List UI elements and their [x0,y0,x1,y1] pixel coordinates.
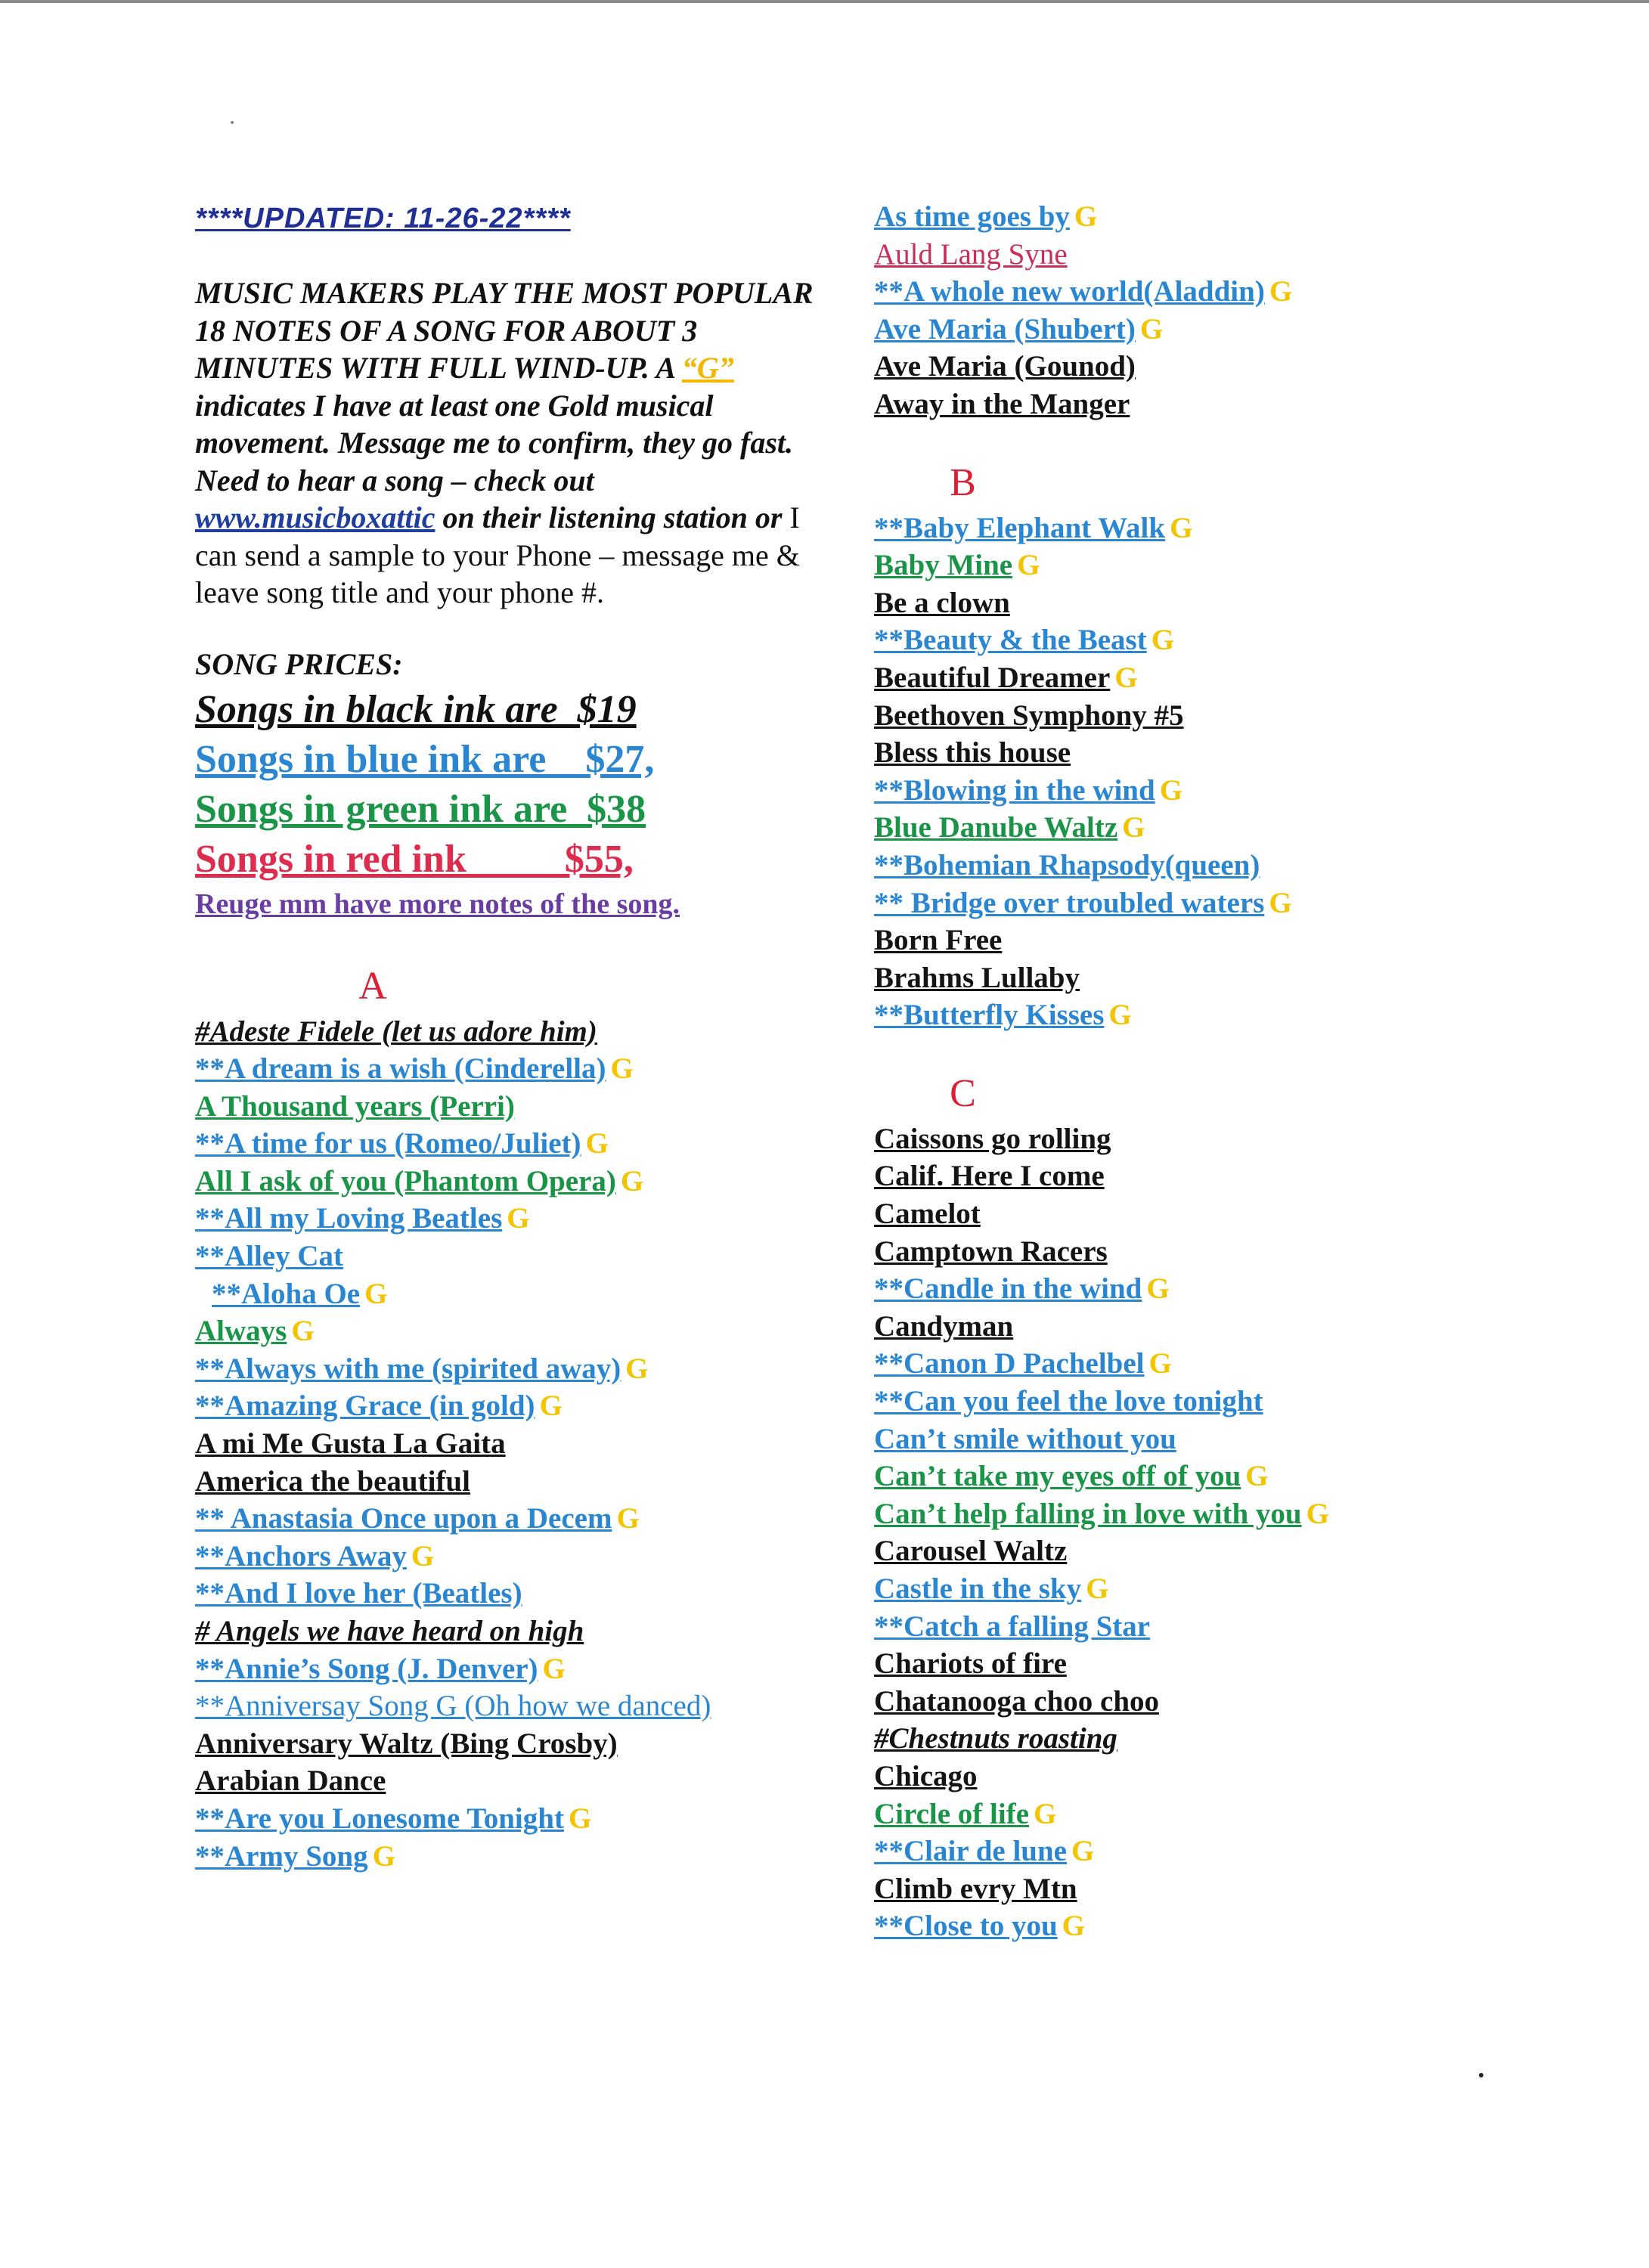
song-title: **A time for us (Romeo/Juliet) [195,1127,581,1160]
song-title: Beethoven Symphony #5 [874,699,1184,732]
song-title: **Blowing in the wind [874,773,1155,807]
song-title: Ave Maria (Gounod) [874,350,1136,383]
song-title: **Always with me (spirited away) [195,1352,621,1385]
song-item [874,1421,1554,1458]
song-item [874,1907,1554,1945]
song-item [195,1350,823,1388]
song-title: Arabian Dance [195,1765,386,1798]
song-title: ** Anastasia Once upon a Decem [195,1502,612,1535]
gold-movement-mark: G [616,1502,640,1535]
song-item [195,1650,823,1688]
song-title: **Candle in the wind [874,1272,1142,1306]
song-prices-title: SONG PRICES: [195,646,403,681]
gold-movement-mark: G [372,1839,395,1873]
speck [231,121,234,124]
song-item [874,659,1554,697]
gold-movement-mark: G [1170,511,1193,544]
song-item [874,772,1554,810]
price-black: Songs in black ink are $19 [195,687,637,731]
song-title: Ave Maria (Shubert) [874,312,1136,345]
intro-paragraph [195,274,823,612]
song-item [874,1157,1554,1195]
gold-movement-mark: G [1151,624,1175,657]
song-title: **Bohemian Rhapsody(queen) [874,848,1260,881]
song-title: **Close to you [874,1910,1058,1943]
gold-movement-mark: G [411,1539,435,1572]
song-item [874,697,1554,735]
song-title: Camptown Racers [874,1235,1108,1268]
song-item [874,1458,1554,1495]
song-title: Carousel Waltz [874,1535,1068,1568]
song-item [874,1532,1554,1570]
song-item [195,1613,823,1650]
song-title: Bless this house [874,736,1071,770]
left-column [195,203,823,1875]
musicboxattic-link[interactable]: www.musicboxattic [195,500,435,534]
song-item [195,1725,823,1763]
song-title: # Angels we have heard on high [195,1615,584,1647]
gold-movement-mark: G [1086,1572,1109,1605]
song-item [874,1345,1554,1383]
updated-heading: ****UPDATED: 11-26-22**** [195,203,571,234]
song-title: **Annie’s Song (J. Denver) [195,1652,538,1685]
song-title: Brahms Lullaby [874,961,1080,994]
song-title: **Anchors Away [195,1539,407,1572]
song-item [874,1833,1554,1870]
song-title: Chicago [874,1759,978,1792]
song-item [874,236,1554,274]
song-item [195,1088,823,1126]
song-item [195,1463,823,1501]
gold-movement-mark: G [568,1802,592,1835]
song-title: **A dream is a wish (Cinderella) [195,1052,606,1086]
song-title: America the beautiful [195,1464,470,1498]
song-item [195,1838,823,1876]
song-item [195,1275,823,1313]
speck [1479,2073,1483,2077]
gold-movement-mark: G [539,1390,563,1423]
song-item [874,922,1554,959]
song-item [874,1758,1554,1796]
song-item [195,1687,823,1725]
intro-text-1: MUSIC MAKERS PLAY THE MOST POPULAR 18 NOTES OF A SONG FOR ABOUT 3 MINUTES WITH FULL WIND-UP. A [195,276,814,385]
song-title: **A whole new world(Aladdin) [874,275,1265,308]
song-item [874,1870,1554,1908]
song-item [195,1387,823,1425]
song-item [195,1762,823,1800]
song-title: Beautiful Dreamer [874,661,1111,694]
gold-movement-mark: G [1269,886,1292,919]
song-title: Always [195,1315,287,1348]
song-item [195,1200,823,1238]
gold-movement-mark: G [291,1315,315,1348]
song-item [874,996,1554,1034]
song-item [874,1720,1554,1758]
song-item [195,1050,823,1088]
song-title: Away in the Manger [874,387,1130,420]
song-title: Can’t help falling in love with you [874,1497,1302,1530]
song-title: Circle of life [874,1797,1030,1830]
song-item [874,1233,1554,1271]
song-title: **Beauty & the Beast [874,624,1147,657]
song-title: Chariots of fire [874,1647,1067,1681]
song-title: Climb evry Mtn [874,1872,1077,1905]
song-title: Chatanooga choo choo [874,1684,1160,1718]
song-title: #Chestnuts roasting [874,1722,1117,1755]
song-title: **Army Song [195,1839,368,1873]
song-title: **Canon D Pachelbel [874,1347,1145,1380]
song-item [874,847,1554,885]
song-title: ** Bridge over troubled waters [874,886,1265,919]
gold-movement-mark: G [1122,811,1145,844]
song-item [874,1195,1554,1233]
song-item [874,198,1554,236]
song-list-a-continued [874,198,1554,423]
gold-movement-mark: G [1269,275,1293,308]
gold-movement-mark: G [1306,1497,1329,1530]
song-title: Anniversary Waltz (Bing Crosby) [195,1727,618,1760]
song-title: **Baby Elephant Walk [874,511,1166,544]
section-letter-c: C [950,1071,976,1115]
gold-movement-mark: G [1148,1347,1172,1380]
song-item [195,1312,823,1350]
gold-movement-mark: G [507,1202,530,1235]
gold-movement-mark: G [1245,1460,1269,1493]
song-title: As time goes by [874,200,1070,233]
song-title: A mi Me Gusta La Gaita [195,1427,506,1461]
song-item [195,1575,823,1613]
song-title: **All my Loving Beatles [195,1202,503,1235]
gold-movement-mark: G [1159,773,1183,807]
song-title: Blue Danube Waltz [874,811,1118,844]
gold-movement-mark: G [1108,999,1132,1032]
song-item [874,1270,1554,1308]
song-item [874,348,1554,386]
gold-movement-mark: G [1071,1835,1095,1868]
song-item [874,584,1554,622]
song-title: Can’t take my eyes off of you [874,1460,1241,1493]
song-list-b [874,510,1554,1034]
song-item [874,1608,1554,1646]
song-title: Baby Mine [874,549,1013,582]
song-item [195,1425,823,1463]
price-blue: Songs in blue ink are $27, [195,737,655,781]
song-title: All I ask of you (Phantom Opera) [195,1164,616,1198]
song-item [874,547,1554,584]
song-title: Be a clown [874,586,1010,619]
gold-movement-mark: G [1017,549,1040,582]
song-item [874,734,1554,772]
song-title: Candyman [874,1309,1014,1343]
intro-text-3: on their listening station or [435,500,783,534]
gold-movement-mark: G [625,1352,649,1385]
gold-movement-mark: G [1139,312,1164,345]
song-title: A Thousand years (Perri) [195,1089,515,1123]
song-title: Camelot [874,1198,981,1231]
song-item [874,885,1554,922]
song-title: **Catch a falling Star [874,1610,1151,1643]
song-title: Castle in the sky [874,1572,1082,1605]
song-item [874,1645,1554,1683]
song-title: Caissons go rolling [874,1122,1111,1155]
song-item [874,1570,1554,1608]
song-item [874,959,1554,997]
song-title: **Aloha Oe [212,1277,361,1310]
gold-movement-mark: G [1034,1797,1057,1830]
price-red: Songs in red ink $55, [195,837,634,881]
song-item [874,273,1554,311]
song-item [195,1163,823,1201]
song-title: **Amazing Grace (in gold) [195,1390,535,1423]
song-title: **Can you feel the love tonight [874,1385,1263,1418]
gold-movement-mark: G [585,1127,609,1160]
song-title: Born Free [874,924,1003,957]
top-rule [0,0,1649,3]
song-item [195,1800,823,1838]
song-item [195,1238,823,1275]
song-item [874,386,1554,423]
gold-movement-mark: G [1062,1910,1086,1943]
gold-movement-mark: G [1146,1272,1170,1306]
intro-text-4: I can send a sample to your Phone – message me & leave song title and your phone #. [195,500,800,609]
song-title: **Butterfly Kisses [874,999,1105,1032]
gold-movement-mark: G [1114,661,1138,694]
song-item [874,510,1554,547]
section-letter-b: B [950,460,976,504]
song-item [874,809,1554,847]
gold-movement-mark: G [1074,200,1098,233]
intro-text-2: indicates I have at least one Gold musical movement. Message me to confirm, they go fast. Need to hear a song – check out [195,388,794,497]
song-item [874,311,1554,349]
gold-movement-mark: G [610,1052,634,1086]
song-item [874,621,1554,659]
song-list-a [195,1013,823,1876]
song-item [874,1383,1554,1421]
song-title: **Are you Lonesome Tonight [195,1802,564,1835]
song-item [874,1683,1554,1721]
song-title: Calif. Here I come [874,1160,1105,1193]
right-column [874,198,1554,1945]
song-list-c [874,1120,1554,1945]
song-item [874,1120,1554,1158]
song-item [195,1538,823,1576]
song-item [874,1308,1554,1346]
song-item [195,1013,823,1051]
song-title: Auld Lang Syne [874,237,1068,271]
song-item [874,1796,1554,1833]
gold-movement-mark: G [364,1277,388,1310]
song-item [195,1500,823,1538]
song-title: #Adeste Fidele (let us adore him) [195,1015,597,1048]
song-title: **Alley Cat [195,1240,344,1273]
song-item [195,1125,823,1163]
price-green: Songs in green ink are $38 [195,787,646,831]
song-item [874,1495,1554,1533]
song-title: **And I love her (Beatles) [195,1577,522,1610]
song-title: Can’t smile without you [874,1422,1176,1455]
gold-movement-mark: G [620,1164,644,1198]
gold-movement-mark: G [542,1652,566,1685]
section-letter-a: A [358,964,387,1008]
song-title: **Clair de lune [874,1835,1067,1868]
gold-indicator-quote: “G” [681,351,734,385]
song-title: **Anniversay Song G (Oh how we danced) [195,1690,711,1723]
reuge-note: Reuge mm have more notes of the song. [195,888,680,920]
